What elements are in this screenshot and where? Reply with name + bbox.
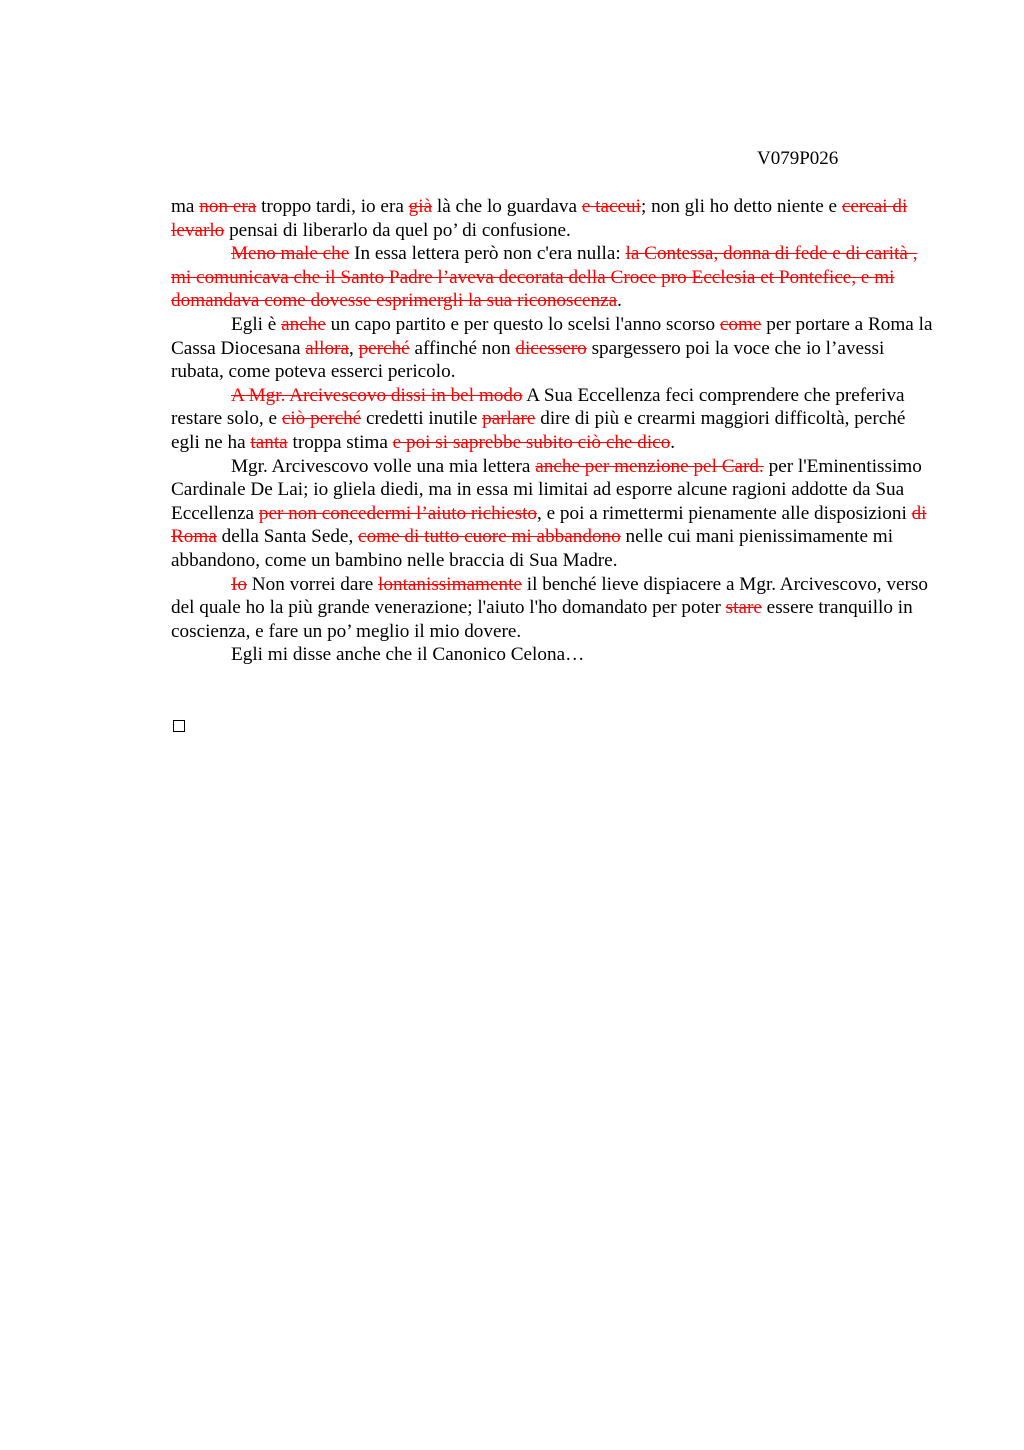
text-run: , e poi a rimettermi pienamente alle disposizioni xyxy=(537,502,912,524)
text-run: ma xyxy=(171,196,200,217)
paragraph xyxy=(171,242,933,313)
text-run: Egli è xyxy=(231,313,282,335)
deleted-text: ciò perché xyxy=(281,408,362,430)
text-run: Non vorrei dare xyxy=(246,573,379,595)
text-run: , xyxy=(348,337,359,359)
deleted-text: di Roma xyxy=(171,502,927,548)
text-run: nelle cui mani pienissimamente mi abbandono, come un bambino nelle braccia di Sua Madre. xyxy=(171,526,894,571)
text-run: per portare a Roma la Cassa Diocesana xyxy=(171,313,933,359)
deleted-text: A Mgr. Arcivescovo dissi in bel modo xyxy=(231,384,523,406)
text-run: troppo tardi, io era xyxy=(256,196,409,217)
document-body xyxy=(171,195,933,667)
text-run: Mgr. Arcivescovo volle una mia lettera xyxy=(231,455,536,477)
paragraph xyxy=(171,643,933,667)
text-run: spargessero poi la voce che io l’avessi rubata, come poteva esserci pericolo. xyxy=(171,337,885,383)
deleted-text: parlare xyxy=(482,408,536,430)
paragraph xyxy=(171,384,933,455)
empty-square-icon xyxy=(173,720,185,732)
deleted-text: per non concedermi l’aiuto richiesto xyxy=(258,502,537,524)
text-run: . xyxy=(617,290,622,312)
deleted-text: tanta xyxy=(250,431,288,453)
text-run: là che lo guardava xyxy=(432,196,582,217)
text-run: essere tranquillo in coscienza, e fare un po’ meglio il mio dovere. xyxy=(171,597,913,642)
deleted-text: e poi si saprebbe subito ciò che dico xyxy=(392,431,671,453)
deleted-text: e taceui xyxy=(581,196,641,217)
text-run: pensai di liberarlo da quel po’ di confusione. xyxy=(224,219,571,241)
text-run: In essa lettera però non c'era nulla: xyxy=(349,243,626,265)
paragraph xyxy=(171,573,933,644)
text-run: della Santa Sede, xyxy=(216,526,359,548)
text-run: credetti inutile xyxy=(361,408,483,430)
deleted-text: cercai di levarlo xyxy=(171,196,908,241)
deleted-text: stare xyxy=(725,597,762,619)
paragraph xyxy=(171,195,933,242)
deleted-text: dicessero xyxy=(515,337,587,359)
deleted-text: anche per menzione pel Card. xyxy=(535,455,764,477)
text-run: per l'Eminentissimo Cardinale De Lai; io gliela diedi, ma in essa mi limitai ad esporre alcune ragioni addotte da Sua Eccellenza xyxy=(171,455,922,524)
text-run: dire di più e crearmi maggiori difficoltà, perché egli ne ha xyxy=(171,408,906,453)
deleted-text: Io xyxy=(231,573,247,595)
text-run: affinché non xyxy=(409,337,516,359)
deleted-text: già xyxy=(408,196,433,217)
deleted-text: come xyxy=(719,313,762,335)
text-run: A Sua Eccellenza feci comprendere che preferiva restare solo, e xyxy=(171,384,905,430)
text-run: un capo partito e per questo lo scelsi l'anno scorso xyxy=(325,313,720,335)
deleted-text: anche xyxy=(281,313,326,335)
deleted-text: lontanissimamente xyxy=(378,573,522,595)
deleted-text: allora xyxy=(305,337,349,359)
text-run: . xyxy=(670,431,676,453)
deleted-text: non era xyxy=(199,196,257,217)
text-run: ; non gli ho detto niente e xyxy=(640,196,842,217)
page-id: V079P026 xyxy=(757,148,839,169)
deleted-text: perché xyxy=(358,337,410,359)
text-run: Egli mi disse anche che il Canonico Celona… xyxy=(231,644,585,666)
deleted-text: come di tutto cuore mi abbandono xyxy=(358,526,621,548)
deleted-text: la Contessa, donna di fede e di carità , mi comunicava che il Santo Padre l’aveva decorata della Croce pro Ecclesia et Pontefice, e mi domandava come dovesse esprimergli la sua riconoscenza xyxy=(171,243,918,312)
paragraph xyxy=(171,455,933,573)
text-run: troppa stima xyxy=(287,431,393,453)
text-run: il benché lieve dispiacere a Mgr. Arcivescovo, verso del quale ho la più grande venerazione; l'aiuto l'ho domandato per poter xyxy=(171,573,928,619)
deleted-text: Meno male che xyxy=(231,243,350,265)
paragraph xyxy=(171,313,933,384)
